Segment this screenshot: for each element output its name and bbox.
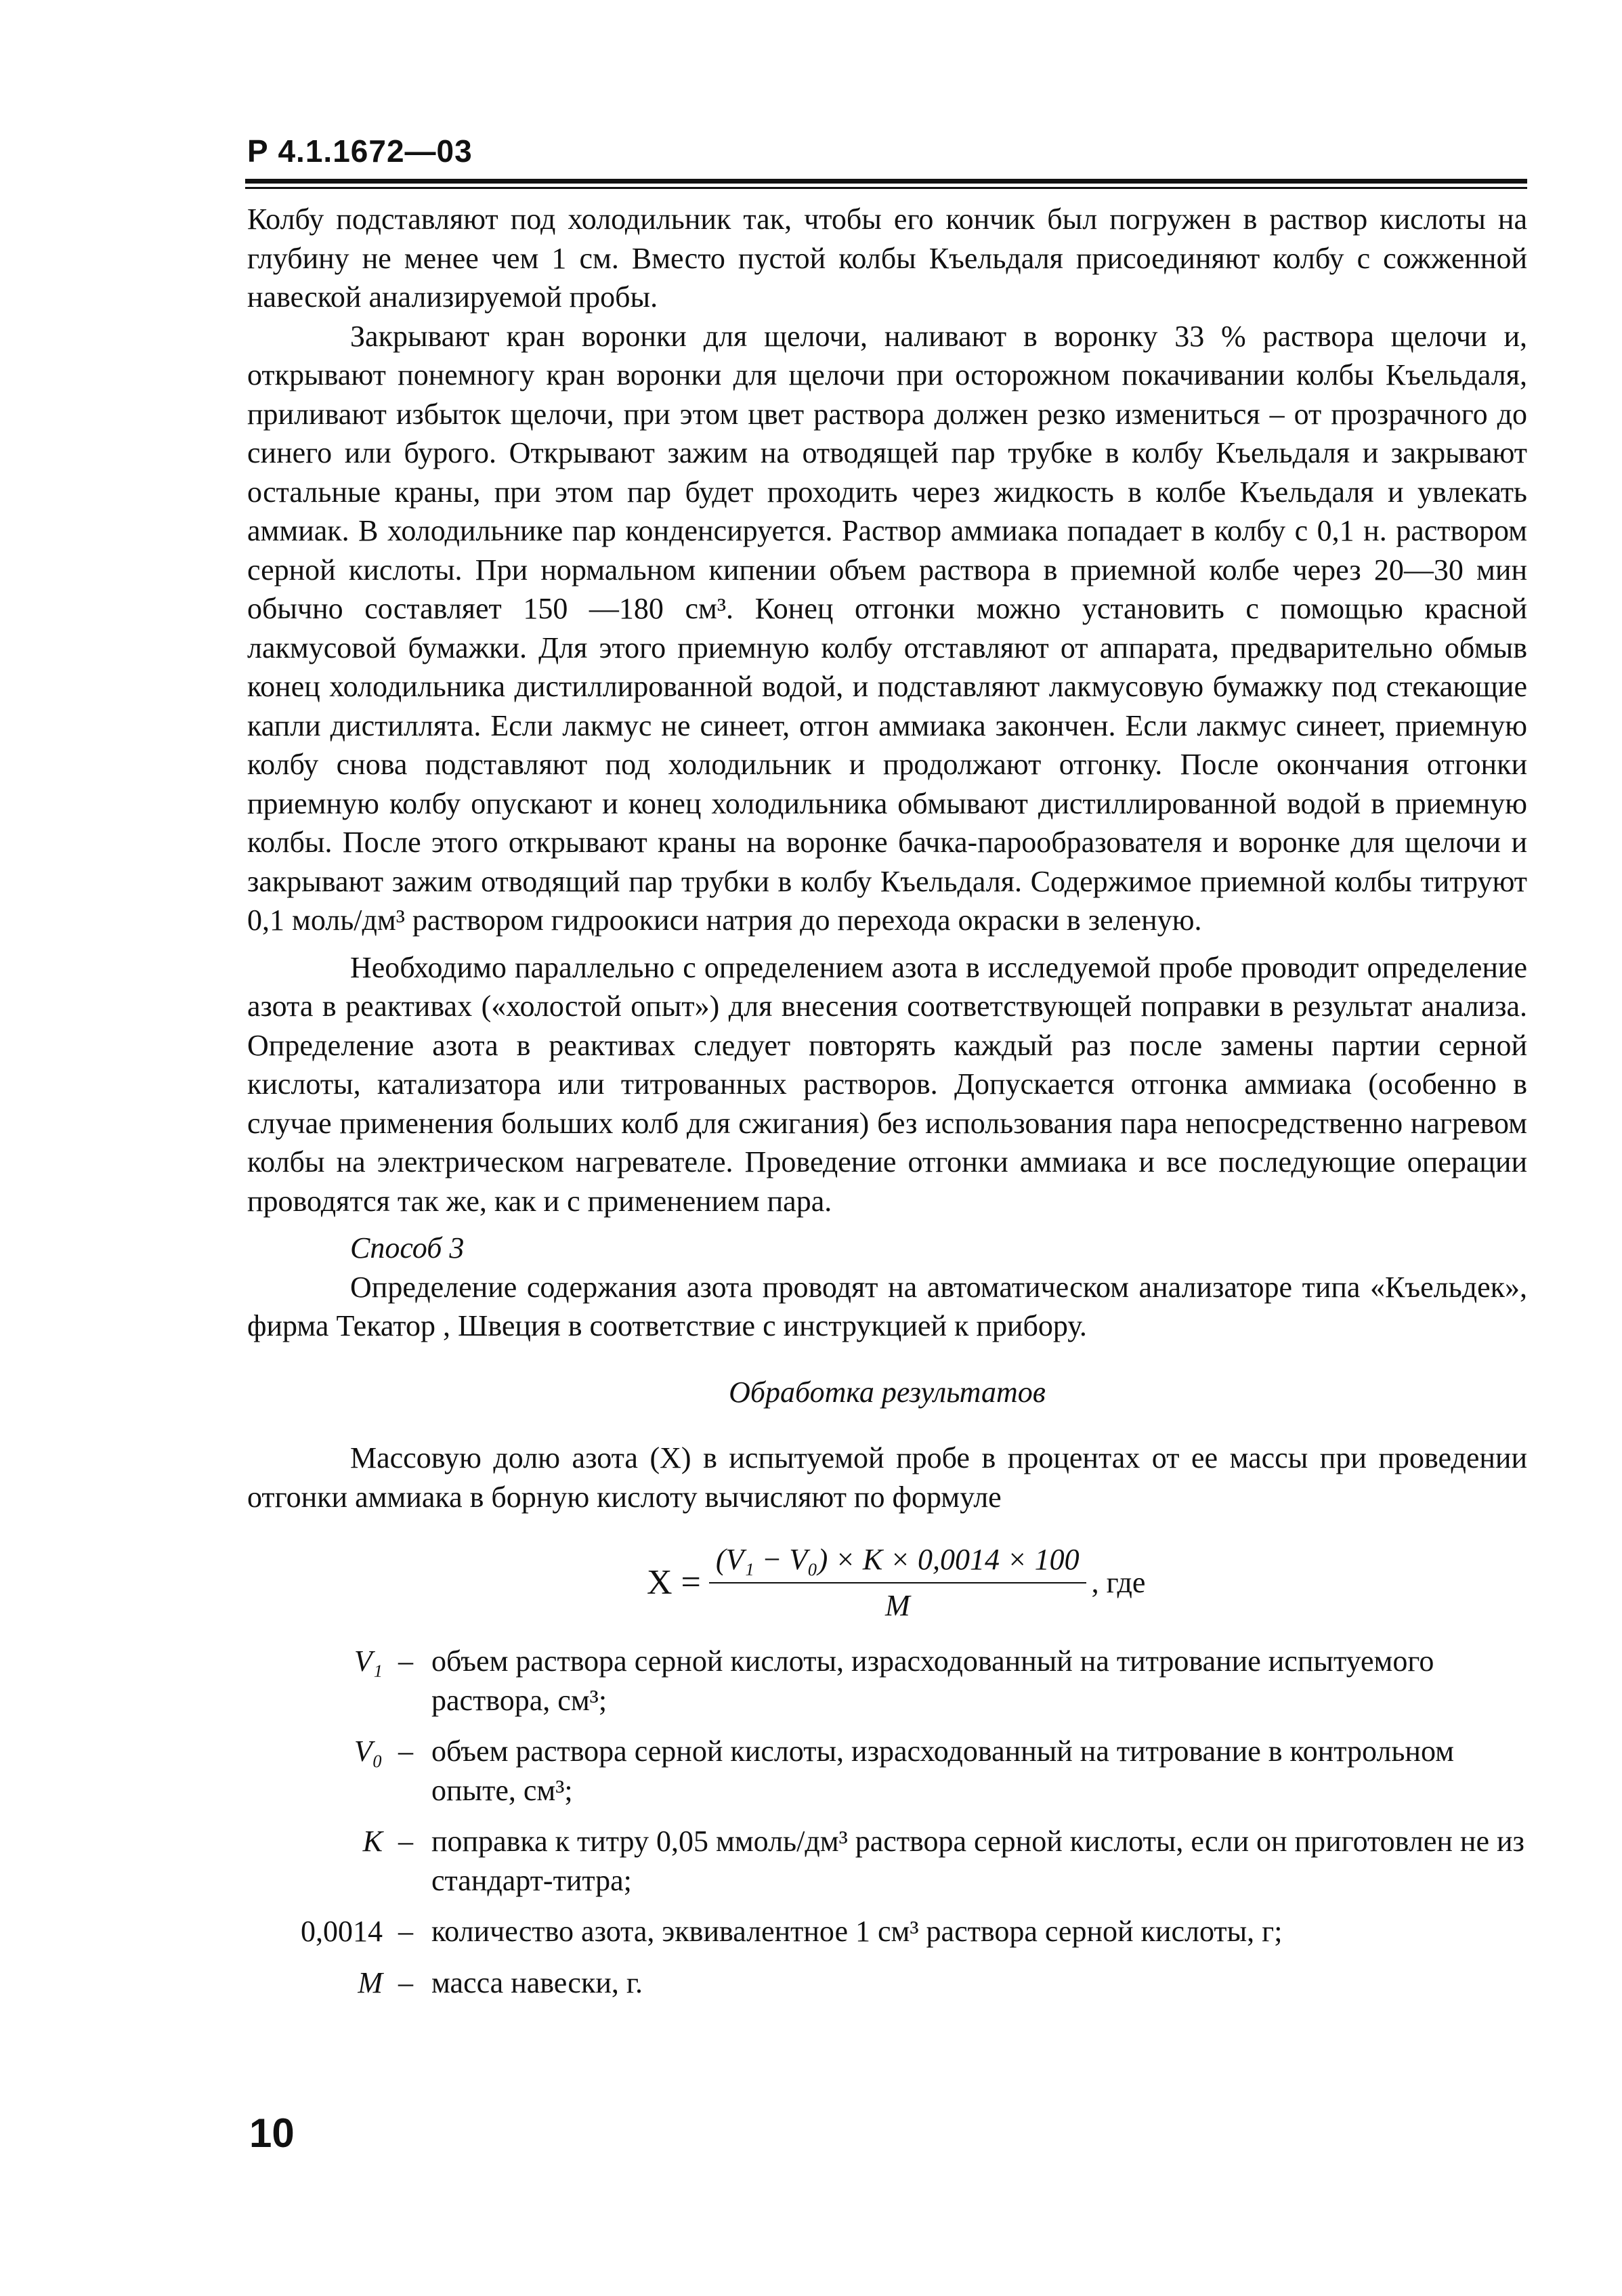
method-heading: Способ 3 [350, 1231, 465, 1264]
section-heading: Обработка результатов [729, 1375, 1046, 1409]
formula-suffix: , где [1091, 1565, 1146, 1599]
definition-symbol: V₁ [354, 1644, 383, 1678]
definition-dash: – [398, 1915, 413, 1948]
definition-symbol: 0,0014 [301, 1915, 383, 1948]
paragraph: Необходимо параллельно с определением азота в исследуемой пробе проводит определение азота в реактивах («холостой опыт») для внесения соответствующей поправки в результат анализа. Определение азота в реактивах следует повторять каждый раз после замены партии серной кислоты, катализатора или титрованных растворов. Допускается отгонка аммиака (особенно в случае применения больших колб для сжигания) без использования пара непосредственно нагревом колбы на электрическом нагревателе. Проведение отгонки аммиака и все последующие операции проводятся так же, как и с применением пара. [247, 950, 1527, 1218]
paragraph: Массовую долю азота (X) в испытуемой пробе в процентах от ее массы при проведении отгонки аммиака в борную кислоту вычисляют по формуле [247, 1441, 1527, 1514]
header-rule-thick [245, 179, 1527, 184]
definition-text: поправка к титру 0,05 ммоль/дм³ раствора серной кислоты, если он приготовлен не из стандарт-титра; [431, 1825, 1524, 1897]
paragraph: Закрывают кран воронки для щелочи, наливают в воронку 33 % раствора щелочи и, открывают понемногу кран воронки для щелочи при осторожном покачивании колбы Къельдаля, приливают избыток щелочи, при этом цвет раствора должен резко измениться – от прозрачного до синего или бурого. Открывают зажим на отводящей пар трубке в колбу Къельдаля и закрывают остальные краны, при этом пар будет проходить через жидкость в колбе Къельдаля и увлекать аммиак. В холодильнике пар конденсируется. Раствор аммиака попадает в колбу с 0,1 н. раствором серной кислоты. При нормальном кипении объем раствора в приемной колбе через 20—30 мин обычно составляет 150 —180 см³. Конец отгонки можно установить с помощью красной лакмусовой бумажки. Для этого приемную колбу отставляют от аппарата, предварительно обмыв конец холодильника дистиллированной водой, и подставляют лакмусовую бумажку под стекающие капли дистиллята. Если лакмус не синеет, отгон аммиака закончен. Если лакмус синеет, приемную колбу снова подставляют под холодильник и продолжают отгонку. После окончания отгонки приемную колбу опускают и конец холодильника обмывают дистиллированной водой в приемную колбы. После этого открывают краны на воронке бачка-парообразователя и воронке для щелочи и закрывают зажим отводящий пар трубки в колбу Къельдаля. Содержимое приемной колбы титруют 0,1 моль/дм³ раствором гидроокиси натрия до перехода окраски в зеленую. [247, 319, 1527, 937]
definition-text: объем раствора серной кислоты, израсходованный на титрование испытуемого раствора, см³; [431, 1644, 1434, 1717]
page-number: 10 [249, 2110, 295, 2156]
formula-denominator: M [884, 1588, 910, 1622]
formula [647, 1537, 1145, 1628]
document-code: Р 4.1.1672—03 [247, 133, 473, 169]
definition-row [247, 1732, 1527, 1810]
formula-fraction [709, 1540, 1086, 1625]
header-rule-thin [245, 187, 1527, 189]
definition-text: количество азота, эквивалентное 1 см³ раствора серной кислоты, г; [431, 1915, 1283, 1948]
document-body [247, 200, 1527, 2014]
definition-dash: – [398, 1965, 413, 1999]
definition-row [247, 1912, 1527, 1951]
definition-text: объем раствора серной кислоты, израсходованный на титрование в контрольном опыте, см³; [431, 1735, 1454, 1807]
definition-symbol: K [362, 1825, 383, 1858]
definition-dash: – [398, 1644, 413, 1678]
paragraph: Колбу подставляют под холодильник так, чтобы его кончик был погружен в раствор кислоты на глубину не менее чем 1 см. Вместо пустой колбы Къельдаля присоединяют колбу с сожженной навеской анализируемой пробы. [247, 203, 1527, 314]
formula-numerator: (V₁ − V₀) × K × 0,0014 × 100 [709, 1540, 1086, 1583]
definition-symbol: V₀ [354, 1735, 383, 1768]
definition-row [247, 1822, 1527, 1900]
definition-row [247, 1963, 1527, 2003]
definition-dash: – [398, 1825, 413, 1858]
formula-lhs: X = [647, 1562, 701, 1602]
definitions-list [247, 1642, 1527, 2002]
definition-row [247, 1642, 1527, 1720]
definition-dash: – [398, 1735, 413, 1768]
paragraph: Определение содержания азота проводят на автоматическом анализаторе типа «Къельдек», фирма Текатор , Швеция в соответствие с инструкцией к прибору. [247, 1270, 1527, 1342]
definition-symbol: M [358, 1965, 383, 1999]
formula-block [247, 1537, 1527, 1628]
definition-text: масса навески, г. [431, 1965, 643, 1999]
